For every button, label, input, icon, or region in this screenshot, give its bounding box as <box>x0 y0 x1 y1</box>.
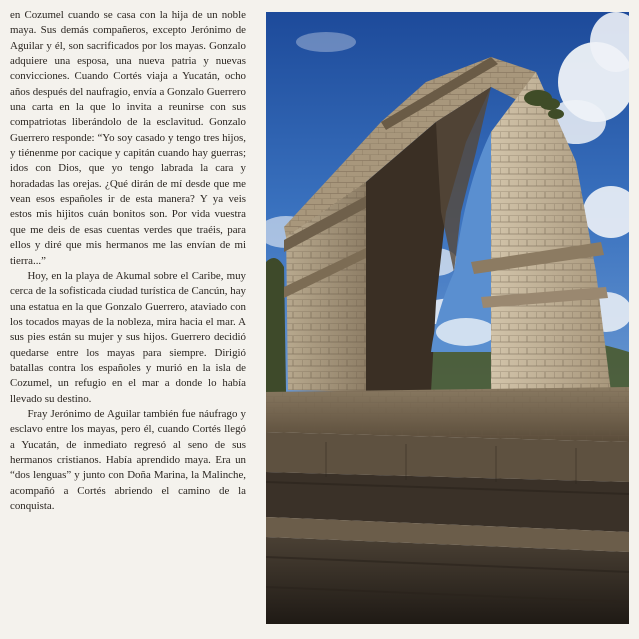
paragraph-3: Fray Jerónimo de Aguilar también fue náufrago y esclavo entre los mayas, pero él, cuando Cortés llegó a Yucatán, de inmediato regresó al seno de sus hermanos cristianos. Había aprendido maya. Era un “dos lenguas” y junto con Doña Marina, la Malinche, acompañó a Cortés abriendo el camino de la conquista. <box>10 407 246 512</box>
paragraph-1: en Cozumel cuando se casa con la hija de un noble maya. Sus demás compañeros, excepto Jerónimo de Aguilar y él, son sacrificados por los mayas. Gonzalo adquiere una esposa, una nueva patria y nuevas convicciones. Cuando Cortés viaja a Yucatán, ocho años después del naufragio, envía a Gonzalo Guerrero una carta en la que lo invita a reunirse con sus compatriotas liberándolo de la esclavitud. Gonzalo Guerrero responde: “Yo soy casado y tengo tres hijos, y tiénenme por cacique y capitán cuando hay guerras; idos con Dios, que yo tengo labrada la cara y horadadas las orejas. ¿Qué dirán de mí desde que me vean esos españoles ir de esta manera? Y ya veis estos mis hijitos cuán bonitos son. Por vida vuestra que me deis de esas cuentas verdes que traéis, para ellos y diré que mis hermanos me las envían de mi tierra...” <box>10 9 246 267</box>
arch-photo-illustration <box>266 12 629 624</box>
article-text-column <box>10 8 246 514</box>
foliage-left <box>266 258 286 397</box>
paragraph-2: Hoy, en la playa de Akumal sobre el Caribe, muy cerca de la sofisticada ciudad turística de Cancún, hay una estatua en la que Gonzalo Guerrero, ataviado con los tocados mayas de la nobleza, mira hacia el mar. A sus pies están su mujer y sus hijos. Guerrero decidió quedarse entre los mayas para siempre. Dirigió batallas contra los españoles y murió en la isla de Cozumel, un refugio en el mar a donde lo había llevado su destino. <box>10 269 246 405</box>
maya-arch-photo <box>266 12 629 624</box>
stone-steps <box>266 432 629 624</box>
